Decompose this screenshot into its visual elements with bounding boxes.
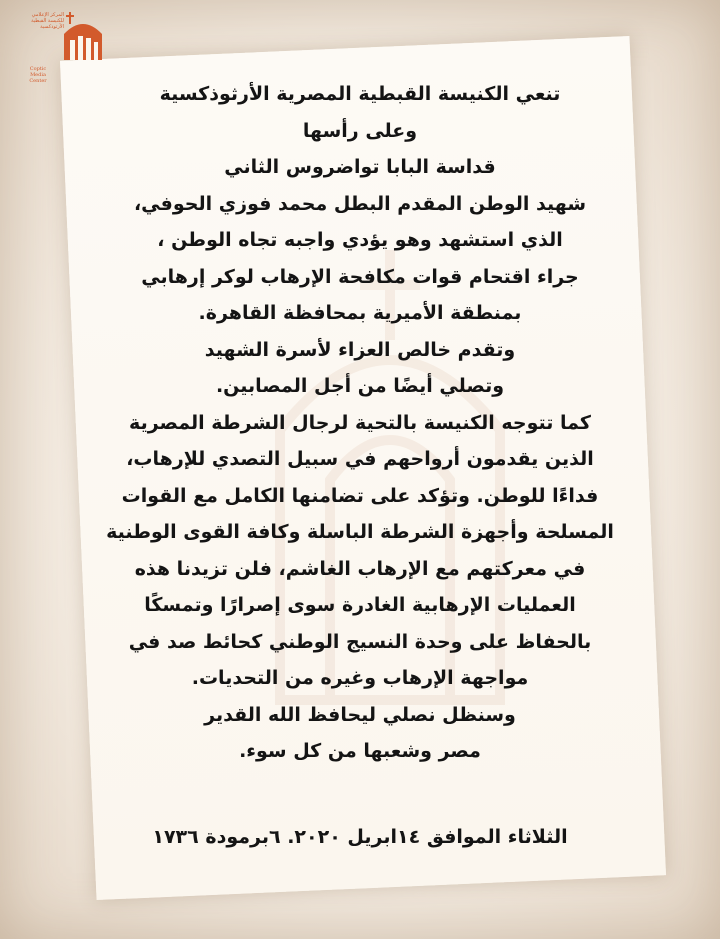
church-logo-icon: [62, 10, 104, 62]
statement-line: الذي استشهد وهو يؤدي واجبه تجاه الوطن ،: [157, 229, 563, 251]
statement-line: جراء اقتحام قوات مكافحة الإرهاب لوكر إرهابي: [141, 265, 579, 288]
logo-english-text: [20, 66, 56, 84]
statement-line: قداسة البابا تواضروس الثاني: [224, 156, 496, 178]
statement-line: كما تتوجه الكنيسة بالتحية لرجال الشرطة المصرية: [129, 411, 591, 434]
statement-date: الثلاثاء الموافق ١٤ابريل ٢٠٢٠. ٦برمودة ١٧٣٦: [152, 826, 568, 848]
statement-line: وتصلي أيضًا من أجل المصابين.: [215, 375, 505, 397]
statement-line: مواجهة الإرهاب وغيره من التحديات.: [191, 667, 529, 689]
statement-line: في معركتهم مع الإرهاب الغاشم، فلن تزيدنا هذه: [134, 557, 586, 580]
statement-line: مصر وشعبها من كل سوء.: [239, 740, 481, 762]
statement-line: بمنطقة الأميرية بمحافظة القاهرة.: [198, 302, 522, 324]
condolence-statement: [100, 76, 620, 770]
statement-line: شهيد الوطن المقدم البطل محمد فوزي الحوفي،: [133, 192, 587, 215]
statement-line: العمليات الإرهابية الغادرة سوى إصرارًا وتمسكًا: [144, 594, 576, 616]
statement-line: الذين يقدمون أرواحهم في سبيل التصدي للإرهاب،: [126, 448, 594, 470]
statement-line: بالحفاظ على وحدة النسيج الوطني كحائط صد في: [128, 630, 592, 653]
logo-arabic-text: المركز الإعلامي للكنيسة القبطية الأرثوذكسية: [31, 12, 64, 30]
statement-line: فداءًا للوطن. وتؤكد على تضامنها الكامل مع القوات: [121, 484, 599, 507]
logo-word-media: Media: [30, 72, 46, 78]
statement-line: تنعي الكنيسة القبطية المصرية الأرثوذكسية: [159, 83, 561, 105]
logo-word-coptic: Coptic: [29, 66, 47, 72]
logo-word-center: Center: [29, 78, 47, 84]
statement-line: وسنظل نصلي ليحافظ الله القدير: [204, 703, 516, 726]
statement-line: وعلى رأسها: [302, 119, 418, 142]
coptic-media-center-logo: [18, 6, 104, 98]
statement-line: وتقدم خالص العزاء لأسرة الشهيد: [204, 338, 516, 361]
statement-line: المسلحة وأجهزة الشرطة الباسلة وكافة القوى الوطنية: [106, 521, 614, 543]
